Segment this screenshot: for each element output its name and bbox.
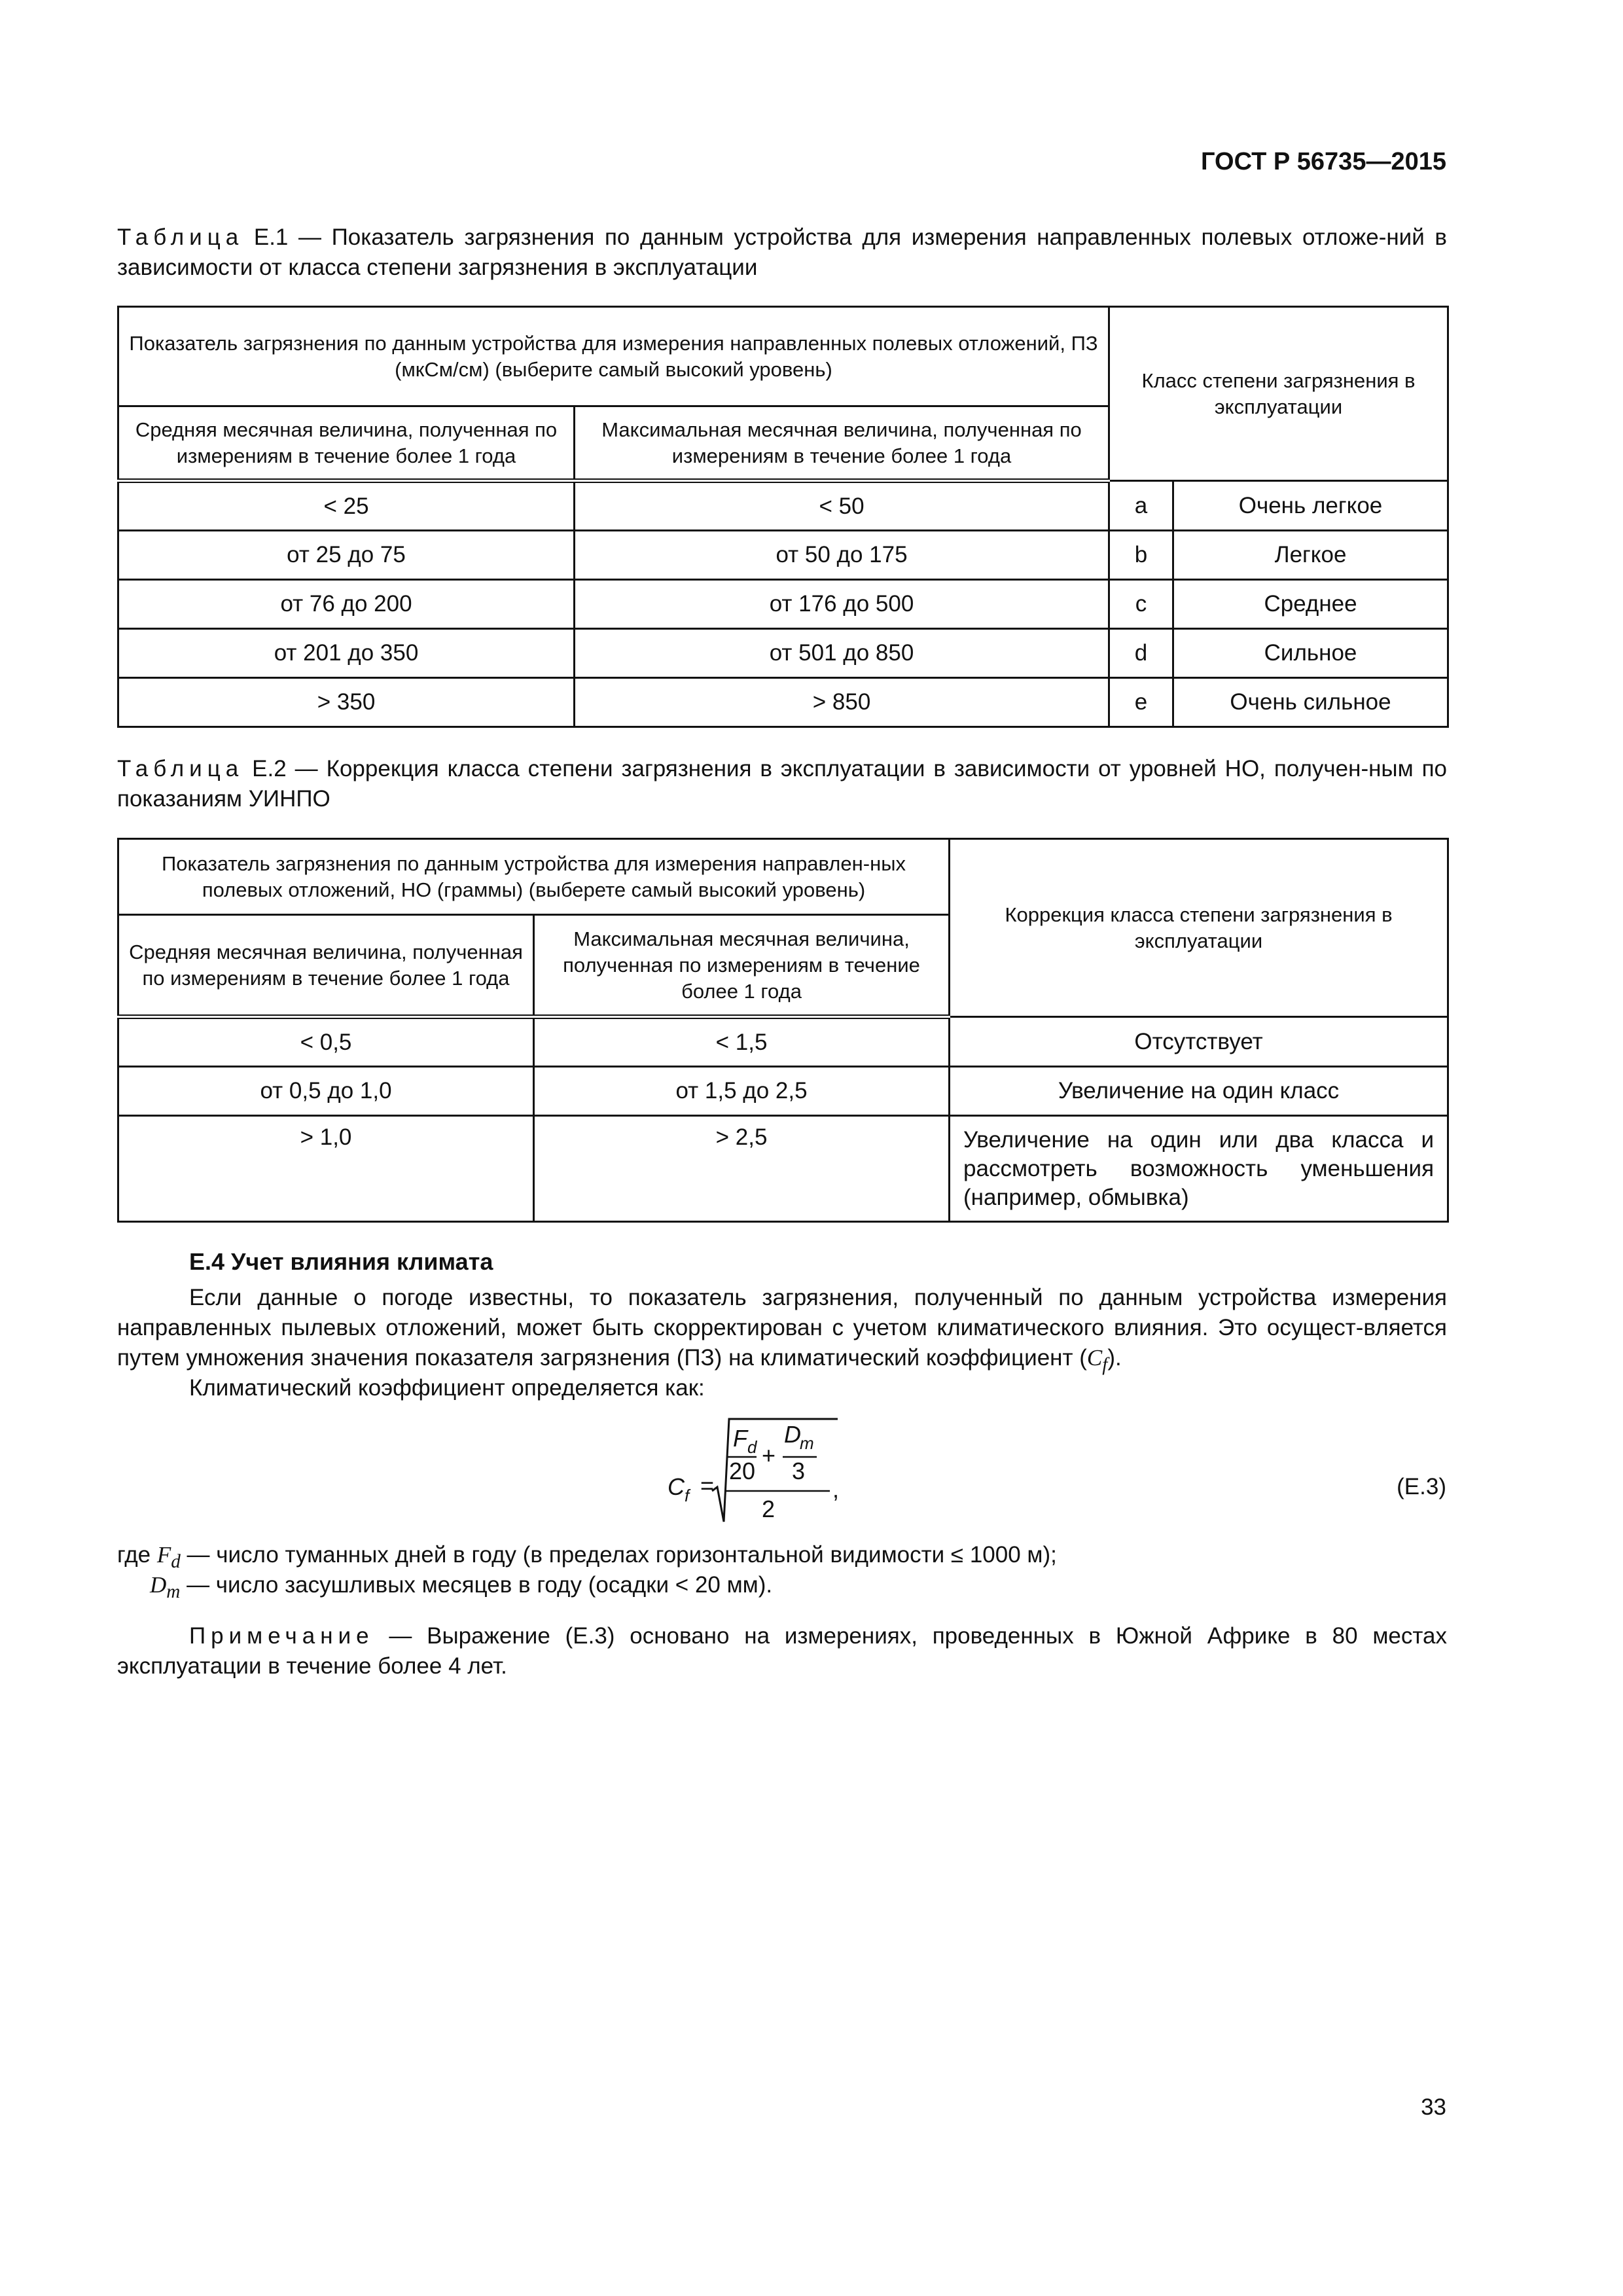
formula-lhs-sub: f bbox=[685, 1486, 690, 1505]
table1-avg-cell: от 76 до 200 bbox=[118, 580, 575, 629]
table1 bbox=[117, 306, 1449, 728]
table1-code-cell: a bbox=[1109, 481, 1173, 531]
formula-lhs: C bbox=[668, 1473, 685, 1500]
table2-caption bbox=[117, 754, 1447, 814]
cf-subscript: f bbox=[1102, 1354, 1108, 1375]
formula-fd: F bbox=[733, 1425, 747, 1452]
table1-label: Таблица bbox=[117, 224, 244, 250]
table-row bbox=[118, 531, 1448, 580]
document-header: ГОСТ Р 56735—2015 bbox=[1201, 148, 1446, 175]
table1-code-cell: e bbox=[1109, 678, 1173, 727]
table2-group-header: Показатель загрязнения по данным устройства для измерения направлен-ных полевых отложений, НО (граммы) (выберете самый высокий уровень) bbox=[118, 839, 950, 915]
dm-subscript: m bbox=[166, 1581, 181, 1602]
note-label: Примечание bbox=[189, 1623, 374, 1649]
where-prefix: где bbox=[117, 1542, 151, 1568]
formula-den1: 20 bbox=[729, 1458, 756, 1484]
paragraph-end: ). bbox=[1107, 1345, 1122, 1371]
table1-max-cell: < 50 bbox=[575, 481, 1109, 531]
table2-max-cell: < 1,5 bbox=[534, 1017, 950, 1067]
paragraph-text: Если данные о погоде известны, то показатель загрязнения, полученный по данным устройства измерения направленных пылевых отложений, может быть скорректирован с учетом климатического влияния. Это осущест-вляется путем умножения значения показателя загрязнения (ПЗ) на климатический коэффициент ( bbox=[117, 1285, 1447, 1371]
table1-code-cell: c bbox=[1109, 580, 1173, 629]
table1-max-cell: > 850 bbox=[575, 678, 1109, 727]
formula-trail: , bbox=[832, 1476, 840, 1503]
table-row bbox=[118, 1017, 1448, 1067]
formula-e3 bbox=[648, 1414, 883, 1535]
table2-corr-header: Коррекция класса степени загрязнения в эксплуатации bbox=[950, 839, 1448, 1017]
table1-name-cell: Среднее bbox=[1173, 580, 1448, 629]
table1-avg-cell: от 25 до 75 bbox=[118, 531, 575, 580]
table1-max-cell: от 50 до 175 bbox=[575, 531, 1109, 580]
table2-max-cell: > 2,5 bbox=[534, 1116, 950, 1222]
definition-text: — число засушливых месяцев в году (осадки < 20 мм). bbox=[180, 1572, 773, 1598]
table1-avg-cell: > 350 bbox=[118, 678, 575, 727]
page-number: 33 bbox=[1421, 2094, 1446, 2120]
formula-equals: = bbox=[700, 1472, 715, 1499]
fd-symbol: F bbox=[156, 1542, 171, 1568]
table2-caption-text: Е.2 — Коррекция класса степени загрязнения в эксплуатации в зависимости от уровней НО, получен-ным по показаниям УИНПО bbox=[117, 756, 1447, 812]
section-paragraph-2: Климатический коэффициент определяется как: bbox=[189, 1375, 705, 1401]
table1-avg-cell: от 201 до 350 bbox=[118, 629, 575, 678]
dm-symbol: D bbox=[150, 1572, 167, 1598]
formula-fd-sub: d bbox=[747, 1437, 757, 1457]
table2-avg-cell: от 0,5 до 1,0 bbox=[118, 1067, 534, 1116]
table-row bbox=[118, 1116, 1448, 1222]
table2-avg-cell: > 1,0 bbox=[118, 1116, 534, 1222]
table1-avg-header: Средняя месячная величина, полученная по измерениям в течение более 1 года bbox=[118, 406, 575, 481]
table1-group-header: Показатель загрязнения по данным устройства для измерения направленных полевых отложений, ПЗ (мкСм/см) (выберите самый высокий уровень) bbox=[118, 307, 1109, 406]
table1-caption-text: Е.1 — Показатель загрязнения по данным устройства для измерения направленных полевых отложе-ний в зависимости от класса степени загрязнения в эксплуатации bbox=[117, 224, 1447, 280]
cf-symbol: C bbox=[1086, 1345, 1103, 1371]
definition-text: — число туманных дней в году (в пределах горизонтальной видимости ≤ 1000 м); bbox=[180, 1542, 1057, 1568]
table1-class-header: Класс степени загрязнения в эксплуатации bbox=[1109, 307, 1448, 481]
table2-corr-cell: Увеличение на один класс bbox=[950, 1067, 1448, 1116]
table1-name-cell: Очень легкое bbox=[1173, 481, 1448, 531]
table2-corr-cell: Отсутствует bbox=[950, 1017, 1448, 1067]
table1-code-cell: b bbox=[1109, 531, 1173, 580]
table2-label: Таблица bbox=[117, 756, 244, 781]
definition-dm bbox=[150, 1570, 1446, 1607]
formula-den2: 3 bbox=[792, 1458, 806, 1484]
table2-avg-header: Средняя месячная величина, полученная по измерениям в течение более 1 года bbox=[118, 915, 534, 1017]
note bbox=[117, 1621, 1447, 1681]
table2 bbox=[117, 838, 1449, 1223]
table1-name-cell: Легкое bbox=[1173, 531, 1448, 580]
table-row bbox=[118, 1067, 1448, 1116]
table1-avg-cell: < 25 bbox=[118, 481, 575, 531]
section-paragraph-1 bbox=[117, 1283, 1447, 1380]
table-row bbox=[118, 629, 1448, 678]
table-row bbox=[118, 481, 1448, 531]
table1-name-cell: Сильное bbox=[1173, 629, 1448, 678]
table2-max-header: Максимальная месячная величина, полученная по измерениям в течение более 1 года bbox=[534, 915, 950, 1017]
table1-name-cell: Очень сильное bbox=[1173, 678, 1448, 727]
table1-max-header: Максимальная месячная величина, полученная по измерениям в течение более 1 года bbox=[575, 406, 1109, 481]
formula-dm: D bbox=[784, 1421, 801, 1448]
table-row bbox=[118, 580, 1448, 629]
note-text: — Выражение (Е.3) основано на измерениях, проведенных в Южной Африке в 80 местах эксплуатации в течение более 4 лет. bbox=[117, 1623, 1447, 1679]
table1-max-cell: от 501 до 850 bbox=[575, 629, 1109, 678]
table1-caption bbox=[117, 223, 1447, 283]
table2-max-cell: от 1,5 до 2,5 bbox=[534, 1067, 950, 1116]
formula-dm-sub: m bbox=[800, 1433, 814, 1453]
table1-max-cell: от 176 до 500 bbox=[575, 580, 1109, 629]
section-title: Е.4 Учет влияния климата bbox=[189, 1248, 493, 1275]
table1-code-cell: d bbox=[1109, 629, 1173, 678]
table-row bbox=[118, 678, 1448, 727]
formula-plus: + bbox=[762, 1442, 776, 1469]
table2-avg-cell: < 0,5 bbox=[118, 1017, 534, 1067]
table2-corr-cell: Увеличение на один или два класса и рассмотреть возможность уменьшения (например, обмывка) bbox=[950, 1116, 1448, 1222]
formula-den-outer: 2 bbox=[762, 1496, 776, 1522]
formula-number: (Е.3) bbox=[1397, 1474, 1446, 1499]
fd-subscript: d bbox=[171, 1551, 181, 1572]
